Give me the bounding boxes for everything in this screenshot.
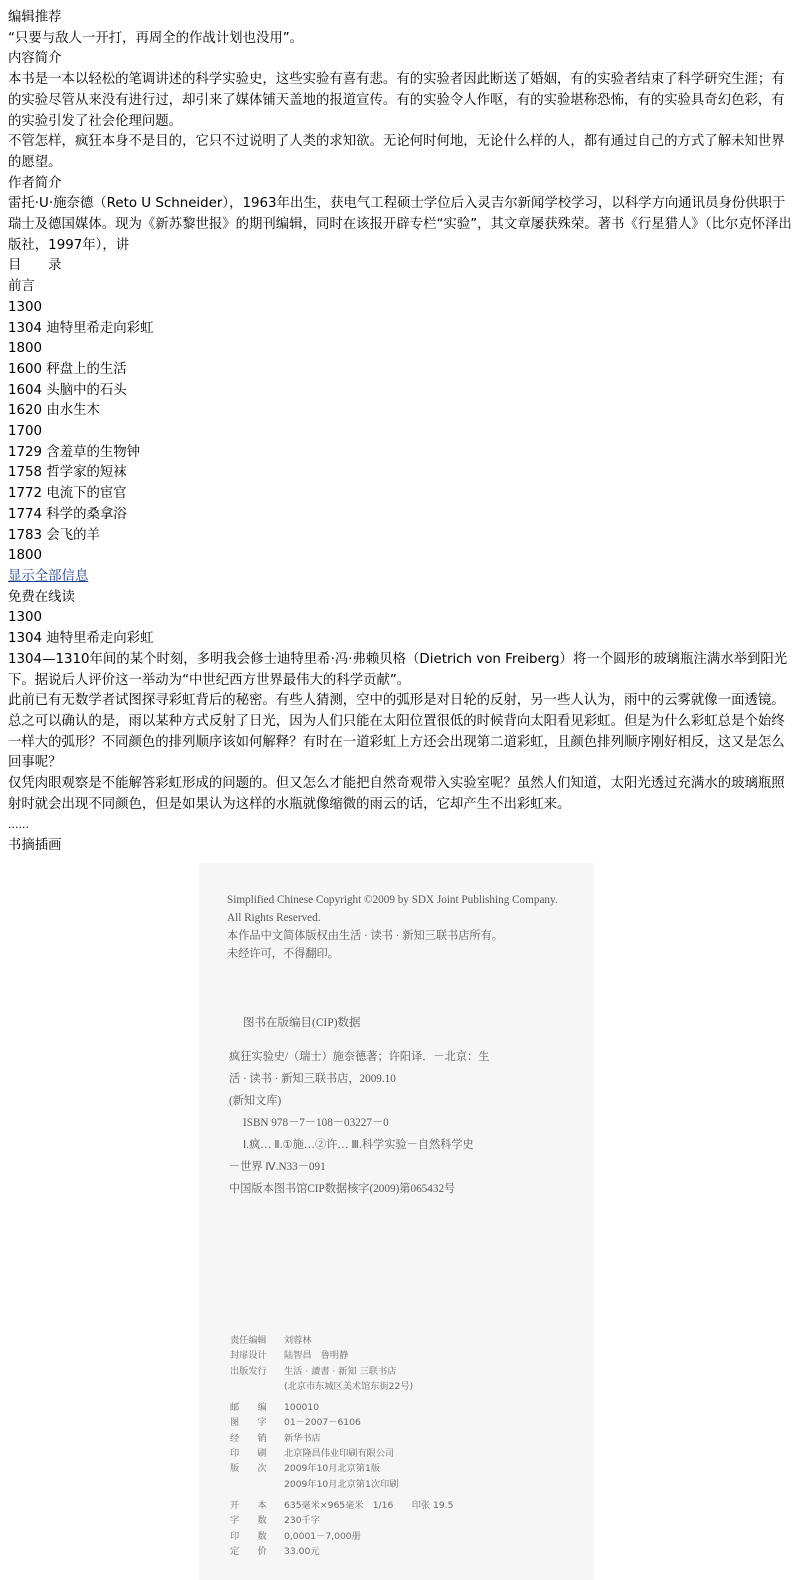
toc-item: 1700: [8, 424, 43, 440]
colophon-value: (北京市东城区美术馆东街22号): [284, 1380, 414, 1392]
colophon-row: [230, 1431, 453, 1446]
toc-item: 1772 电流下的宦官: [8, 486, 127, 502]
author-paragraph: 雷托·U·施奈德（Reto U Schneider），1963年出生，获电气工程硕士学位后入灵吉尔新闻学校学习，以科学方向通讯员身份供职于瑞士及德国媒体。现为《新苏黎世报》的期刊编辑，同时在该报开辟专栏“实验”，其文章屡获殊荣。著书《行星猎人》（比尔克怀泽出版社，1997年），讲: [8, 196, 792, 253]
colophon-row: [230, 1477, 453, 1492]
summary-paragraph: 本书是一本以轻松的笔调讲述的科学实验史，这些实验有喜有悲。有的实验者因此断送了婚姻，有的实验者结束了科学研究生涯；有的实验尽管从来没有进行过，却引来了媒体铺天盖地的报道宣传。有的实验令人作呕，有的实验堪称恐怖，有的实验具奇幻色彩，有的实验引发了社会伦理问题。: [8, 72, 785, 129]
colophon-label: 定 价: [230, 1545, 267, 1557]
colophon-row: [230, 1400, 453, 1415]
colophon-value: 生活 · 讀書 · 新知 三联书店: [284, 1365, 397, 1377]
copyright-line: Simplified Chinese Copyright ©2009 by SDX Joint Publishing Company.: [227, 894, 558, 906]
colophon-label: 字 数: [230, 1515, 267, 1527]
show-all-info-link[interactable]: 显示全部信息: [8, 568, 89, 584]
colophon-value: 2009年10月北京第1次印刷: [284, 1478, 399, 1490]
copyright-line: 未经许可，不得翻印。: [227, 948, 339, 960]
summary-heading: 内容简介: [8, 51, 62, 67]
colophon-row: [230, 1513, 453, 1528]
colophon-value: 01－2007－6106: [284, 1417, 361, 1429]
colophon-row: [230, 1446, 453, 1461]
free-read-line: 1304 迪特里希走向彩虹: [8, 631, 154, 647]
cip-line: 中国版本图书馆CIP数据核字(2009)第065432号: [229, 1183, 456, 1195]
colophon-value: 北京隆昌伟业印刷有限公司: [284, 1448, 395, 1460]
cip-title: 图书在版编目(CIP)数据: [243, 1017, 361, 1029]
toc-item: 1300: [8, 299, 43, 315]
book-detail-page: [8, 8, 792, 857]
colophon-row: [230, 1529, 453, 1544]
colophon-value: 635毫米×965毫米 1/16 印张 19.5: [284, 1499, 454, 1511]
colophon-row: [230, 1461, 453, 1476]
cip-data: [229, 1046, 579, 1200]
editor-recommendation-quote: “只要与敌人一开打，再周全的作战计划也没用”。: [8, 30, 304, 46]
toc-item: 1774 科学的桑拿浴: [8, 506, 127, 522]
free-read-heading: 免费在线读: [8, 589, 75, 605]
colophon-value: 100010: [284, 1402, 320, 1414]
editor-recommendation-heading: 编辑推荐: [8, 10, 62, 25]
colophon-label: 开 本: [230, 1499, 267, 1511]
free-read-paragraph: 仅凭肉眼观察是不能解答彩虹形成的问题的。但又怎么才能把自然奇观带入实验室呢？虽然人们知道，太阳光透过充满水的玻璃瓶照射时就会出现不同颜色，但是如果认为这样的水瓶就像缩微的雨云的话，它却产生不出彩虹来。: [8, 776, 785, 812]
cip-line: 疯狂实验史/（瑞士）施奈德著；许阳译．－北京：生: [229, 1051, 490, 1063]
cip-line: ISBN 978－7－108－03227－0: [243, 1117, 389, 1129]
toc-item: 前言: [8, 279, 35, 295]
free-read-ellipsis: ......: [8, 818, 29, 832]
toc-heading: 目 录: [8, 258, 62, 274]
free-read-paragraph: 此前已有无数学者试图探寻彩虹背后的秘密。有些人猜测，空中的弧形是对日轮的反射，另一些人认为，雨中的云雾就像一面透镜。总之可以确认的是，雨以某种方式反射了日光，因为人们只能在太阳位置很低的时候背向太阳看见彩虹。但是为什么彩虹总是个始终一样大的弧形？不同颜色的排列顺序该如何解释？有时在一道彩虹上方还会出现第二道彩虹，且颜色排列顺序刚好相反，这又是怎么回事呢？: [8, 693, 785, 771]
colophon-label: 图 字: [230, 1417, 267, 1429]
toc-item: 1800: [8, 341, 43, 357]
summary-paragraph: 不管怎样，疯狂本身不是目的，它只不过说明了人类的求知欲。无论何时何地，无论什么样的人，都有通过自己的方式了解未知世界的愿望。: [8, 134, 785, 170]
colophon-value: 刘蓉林: [284, 1335, 312, 1346]
colophon-value: 33.00元: [284, 1545, 320, 1557]
colophon-label: 版 次: [230, 1463, 267, 1475]
colophon-label: 封扉设计: [230, 1350, 267, 1362]
colophon-label: 责任编辑: [230, 1335, 267, 1346]
colophon-label: 邮 编: [230, 1402, 267, 1414]
copyright-english: [227, 892, 558, 927]
colophon: [230, 1333, 453, 1559]
toc-item: 1604 头脑中的石头: [8, 382, 127, 398]
toc-item: 1758 哲学家的短袜: [8, 465, 127, 481]
colophon-label: 经 销: [230, 1432, 267, 1444]
cip-line: (新知文库): [229, 1095, 282, 1107]
colophon-label: [230, 1477, 284, 1492]
colophon-row: [230, 1348, 453, 1363]
cip-line: －世界 Ⅳ.N33－091: [229, 1161, 326, 1173]
colophon-value: 230千字: [284, 1515, 320, 1527]
copyright-chinese: [227, 927, 503, 963]
colophon-value: 新华书店: [284, 1432, 321, 1444]
colophon-row: [230, 1333, 453, 1348]
colophon-row: [230, 1544, 453, 1559]
free-read-paragraph: 1304—1310年间的某个时刻，多明我会修士迪特里希·冯·弗赖贝格（Dietrich von Freiberg）将一个圆形的玻璃瓶注满水举到阳光下。据说后人评价这一举动为“中世纪西方世界最伟大的科学贡献”。: [8, 651, 788, 688]
colophon-label: 出版发行: [230, 1365, 267, 1377]
free-read-line: 1300: [8, 610, 43, 626]
copyright-line: 本作品中文简体版权由生活 · 读书 · 新知三联书店所有。: [227, 930, 503, 942]
author-heading: 作者简介: [8, 175, 62, 191]
illustration-heading: 书摘插画: [8, 838, 62, 854]
colophon-value: 0,0001－7,000册: [284, 1530, 361, 1542]
colophon-label: [230, 1379, 284, 1394]
copyright-line: All Rights Reserved.: [227, 911, 321, 924]
cip-line: 活 · 读书 · 新知三联书店，2009.10: [229, 1073, 396, 1085]
colophon-label: 印 刷: [230, 1448, 267, 1460]
colophon-value: 陆智昌 鲁明静: [284, 1350, 349, 1362]
toc-item: 1620 由水生木: [8, 403, 100, 419]
toc-item: 1304 迪特里希走向彩虹: [8, 320, 154, 336]
colophon-value: 2009年10月北京第1版: [284, 1463, 381, 1475]
toc-item: 1783 会飞的羊: [8, 527, 100, 543]
colophon-row: [230, 1364, 453, 1379]
cip-line: Ⅰ.疯… Ⅱ.①施…②许… Ⅲ.科学实验－自然科学史: [243, 1139, 474, 1151]
copyright-page-image: [199, 863, 594, 1580]
colophon-label: 印 数: [230, 1530, 267, 1542]
toc-item: 1729 含羞草的生物钟: [8, 444, 141, 460]
toc-item: 1800: [8, 548, 43, 564]
toc-item: 1600 秤盘上的生活: [8, 361, 127, 377]
colophon-row: [230, 1498, 453, 1513]
colophon-row: [230, 1379, 453, 1394]
colophon-row: [230, 1415, 453, 1430]
